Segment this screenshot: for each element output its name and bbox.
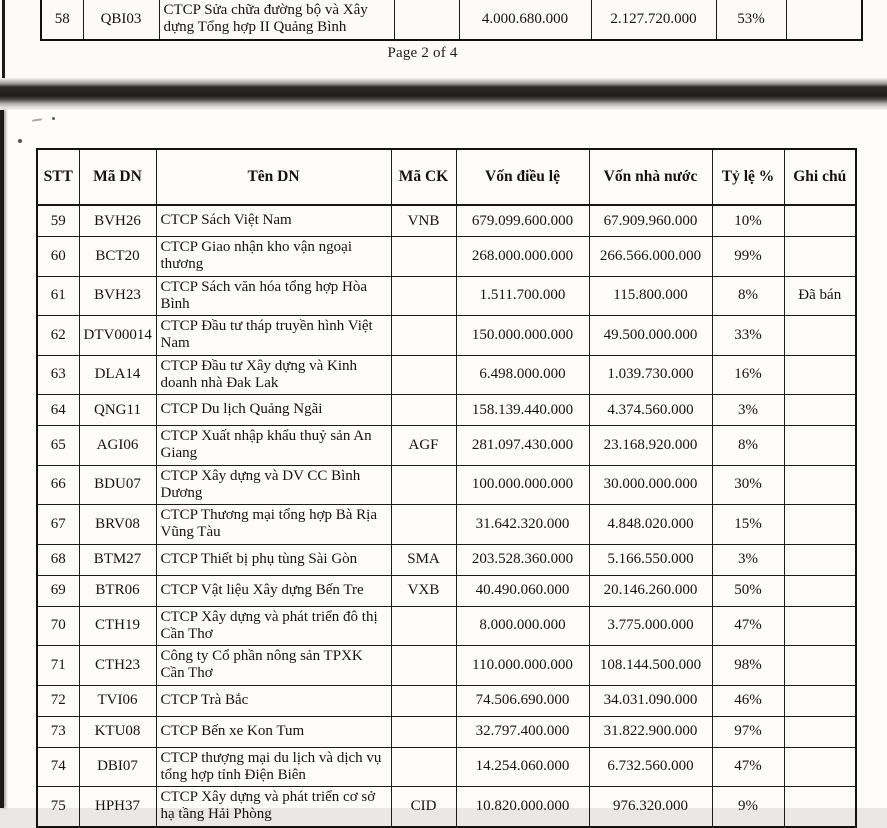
cell-percentage: 3% [712,544,784,575]
cell-company-name: CTCP Thương mại tổng hợp Bà Rịa Vũng Tàu [156,505,391,545]
cell-state-capital: 266.566.000.000 [589,237,712,277]
cell-note [784,426,856,466]
cell-note [784,606,856,646]
table-row [41,0,862,40]
cell-company-code: DLA14 [79,355,156,395]
cell-charter-capital: 150.000.000.000 [456,316,589,356]
cell-company-code: CTH23 [79,646,156,686]
cell-charter-capital: 1.511.700.000 [456,276,589,316]
cell-company-name: CTCP Đầu tư Xây dựng và Kinh doanh nhà Đak Lak [156,355,391,395]
cell-company-code: DBI07 [79,747,156,787]
cell-state-capital: 34.031.090.000 [589,685,712,716]
cell-note [784,787,856,827]
cell-note [784,316,856,356]
table-row [37,205,856,237]
page2-scan-edge [0,110,4,808]
table-row [37,646,856,686]
cell-company-name: Công ty Cổ phần nông sản TPXK Cần Thơ [156,646,391,686]
cell-company-name: CTCP Trà Bắc [156,685,391,716]
cell-stock-code [391,505,456,545]
column-header-stock-code: Mã CK [391,149,456,205]
cell-charter-capital: 268.000.000.000 [456,237,589,277]
cell-charter-capital: 100.000.000.000 [456,465,589,505]
cell-note [784,685,856,716]
cell-stt: 73 [37,716,79,747]
cell-company-code: CTH19 [79,606,156,646]
cell-stt: 65 [37,426,79,466]
cell-state-capital: 6.732.560.000 [589,747,712,787]
cell-note [784,544,856,575]
cell-state-capital: 67.909.960.000 [589,205,712,237]
main-table-body [37,205,856,827]
cell-company-code: BRV08 [79,505,156,545]
cell-charter-capital: 203.528.360.000 [456,544,589,575]
cell-percentage: 30% [712,465,784,505]
page-number-footer: Page 2 of 4 [387,45,458,61]
cell-stock-code [394,0,459,40]
cell-state-capital: 30.000.000.000 [589,465,712,505]
column-header-stt: STT [37,149,79,205]
cell-stt: 72 [37,685,79,716]
table-row [37,747,856,787]
cell-company-name: CTCP Xây dựng và phát triển cơ sở hạ tầng Hải Phòng [156,787,391,827]
cell-company-name: CTCP Thiết bị phụ tùng Sài Gòn [156,544,391,575]
cell-charter-capital: 4.000.680.000 [459,0,591,40]
table-row [37,426,856,466]
cell-state-capital: 976.320.000 [589,787,712,827]
cell-note [784,237,856,277]
page-separator [0,78,887,110]
cell-company-name: CTCP Xây dựng và DV CC Bình Dương [156,465,391,505]
cell-company-name: CTCP Du lịch Quảng Ngãi [156,395,391,426]
cell-state-capital: 108.144.500.000 [589,646,712,686]
cell-percentage: 3% [712,395,784,426]
scan-speck [52,117,55,120]
cell-company-name: CTCP Đầu tư tháp truyền hình Việt Nam [156,316,391,356]
cell-charter-capital: 679.099.600.000 [456,205,589,237]
cell-company-code: AGI06 [79,426,156,466]
table-row [37,237,856,277]
cell-company-name: CTCP Bến xe Kon Tum [156,716,391,747]
cell-note [784,505,856,545]
cell-stt: 63 [37,355,79,395]
main-table [36,148,857,828]
cell-stt: 58 [41,0,83,40]
cell-charter-capital: 40.490.060.000 [456,575,589,606]
page-1-bottom [0,0,887,78]
cell-note [784,465,856,505]
cell-state-capital: 1.039.730.000 [589,355,712,395]
cell-percentage: 33% [712,316,784,356]
cell-stock-code [391,237,456,277]
cell-state-capital: 2.127.720.000 [591,0,716,40]
cell-stock-code [391,276,456,316]
cell-stock-code [391,355,456,395]
cell-charter-capital: 6.498.000.000 [456,355,589,395]
cell-company-name: CTCP Xuất nhập khẩu thuỷ sản An Giang [156,426,391,466]
cell-note [784,355,856,395]
cell-note: Đã bán [784,276,856,316]
cell-stt: 64 [37,395,79,426]
column-header-company-name: Tên DN [156,149,391,205]
cell-charter-capital: 281.097.430.000 [456,426,589,466]
cell-charter-capital: 10.820.000.000 [456,787,589,827]
scan-speck [32,118,42,121]
cell-stock-code: VNB [391,205,456,237]
cell-state-capital: 4.374.560.000 [589,395,712,426]
cell-note [784,205,856,237]
cell-stock-code [391,395,456,426]
cell-note [786,0,862,40]
table-row [37,544,856,575]
table-row [37,685,856,716]
cell-company-code: DTV00014 [79,316,156,356]
table-row [37,505,856,545]
cell-stock-code [391,646,456,686]
table-row [37,575,856,606]
cell-charter-capital: 8.000.000.000 [456,606,589,646]
column-header-percentage: Tỷ lệ % [712,149,784,205]
cell-percentage: 9% [712,787,784,827]
cell-stt: 71 [37,646,79,686]
cell-stt: 59 [37,205,79,237]
cell-company-code: BCT20 [79,237,156,277]
cell-note [784,747,856,787]
cell-stock-code: VXB [391,575,456,606]
cell-stock-code [391,747,456,787]
cell-percentage: 97% [712,716,784,747]
cell-company-name: CTCP thượng mại du lịch và dịch vụ tổng hợp tỉnh Điện Biên [156,747,391,787]
cell-state-capital: 115.800.000 [589,276,712,316]
cell-company-name: CTCP Sửa chữa đường bộ và Xây dựng Tổng hợp II Quảng Bình [159,0,394,40]
cell-company-code: TVI06 [79,685,156,716]
cell-charter-capital: 32.797.400.000 [456,716,589,747]
header-row [37,149,856,205]
cell-company-code: BTM27 [79,544,156,575]
cell-percentage: 16% [712,355,784,395]
cell-stock-code [391,465,456,505]
cell-percentage: 15% [712,505,784,545]
column-header-state-capital: Vốn nhà nước [589,149,712,205]
cell-company-code: KTU08 [79,716,156,747]
cell-company-code: BDU07 [79,465,156,505]
cell-charter-capital: 14.254.060.000 [456,747,589,787]
cell-charter-capital: 110.000.000.000 [456,646,589,686]
cell-state-capital: 20.146.260.000 [589,575,712,606]
cell-state-capital: 4.848.020.000 [589,505,712,545]
cell-note [784,575,856,606]
table-row [37,276,856,316]
cell-company-name: CTCP Xây dựng và phát triển đô thị Cần Thơ [156,606,391,646]
cell-percentage: 8% [712,276,784,316]
cell-percentage: 99% [712,237,784,277]
cell-percentage: 50% [712,575,784,606]
cell-state-capital: 5.166.550.000 [589,544,712,575]
cell-company-name: CTCP Sách văn hóa tổng hợp Hòa Bình [156,276,391,316]
scan-speck [18,139,22,143]
table-row [37,606,856,646]
cell-state-capital: 49.500.000.000 [589,316,712,356]
cell-charter-capital: 74.506.690.000 [456,685,589,716]
cell-company-code: HPH37 [79,787,156,827]
cell-stt: 70 [37,606,79,646]
column-header-note: Ghi chú [784,149,856,205]
cell-state-capital: 3.775.000.000 [589,606,712,646]
table-row [37,787,856,827]
column-header-company-code: Mã DN [79,149,156,205]
cell-stock-code: SMA [391,544,456,575]
cell-percentage: 8% [712,426,784,466]
cell-state-capital: 31.822.900.000 [589,716,712,747]
cell-company-code: QBI03 [83,0,159,40]
cell-company-name: CTCP Sách Việt Nam [156,205,391,237]
column-header-charter-capital: Vốn điều lệ [456,149,589,205]
cell-company-name: CTCP Giao nhận kho vận ngoại thương [156,237,391,277]
cell-company-code: BVH26 [79,205,156,237]
cell-note [784,395,856,426]
cell-stock-code: AGF [391,426,456,466]
cell-company-code: QNG11 [79,395,156,426]
cell-stt: 62 [37,316,79,356]
cell-stock-code [391,606,456,646]
table-row [37,316,856,356]
cell-stock-code [391,716,456,747]
cell-stt: 61 [37,276,79,316]
page1-scan-edge [2,0,5,78]
table-row [37,465,856,505]
cell-charter-capital: 158.139.440.000 [456,395,589,426]
cell-stt: 66 [37,465,79,505]
cell-stock-code [391,685,456,716]
cell-stock-code [391,316,456,356]
cell-charter-capital: 31.642.320.000 [456,505,589,545]
cell-stt: 69 [37,575,79,606]
cell-percentage: 47% [712,747,784,787]
prev-page-table [40,0,863,41]
cell-percentage: 47% [712,606,784,646]
cell-company-code: BTR06 [79,575,156,606]
cell-stt: 67 [37,505,79,545]
table-row [37,395,856,426]
cell-percentage: 53% [716,0,786,40]
cell-stock-code: CID [391,787,456,827]
page-2-top [0,110,887,823]
cell-percentage: 46% [712,685,784,716]
cell-note [784,716,856,747]
cell-company-code: BVH23 [79,276,156,316]
cell-percentage: 98% [712,646,784,686]
cell-percentage: 10% [712,205,784,237]
cell-stt: 68 [37,544,79,575]
cell-state-capital: 23.168.920.000 [589,426,712,466]
cell-stt: 75 [37,787,79,827]
table-row [37,355,856,395]
cell-stt: 74 [37,747,79,787]
cell-company-name: CTCP Vật liệu Xây dựng Bến Tre [156,575,391,606]
cell-stt: 60 [37,237,79,277]
cell-note [784,646,856,686]
table-row [37,716,856,747]
